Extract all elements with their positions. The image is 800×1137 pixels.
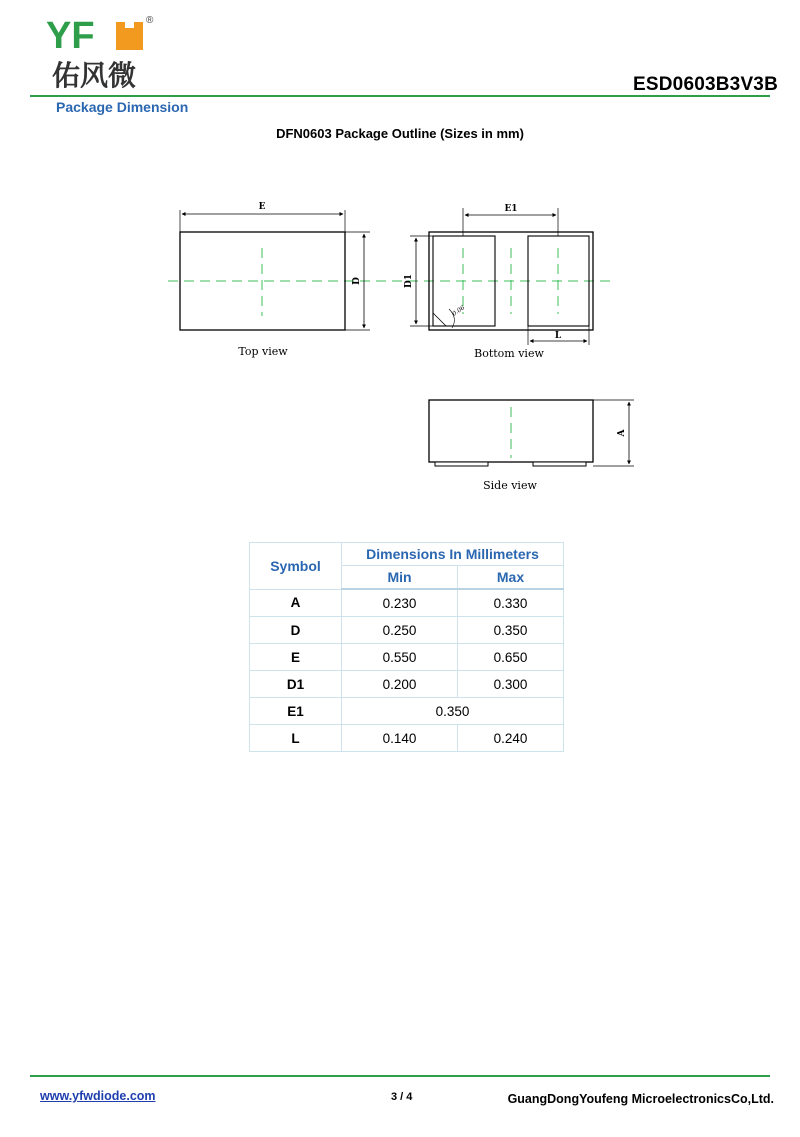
top-view-caption: Top view xyxy=(238,345,288,358)
dimensions-group-header: Dimensions In Millimeters xyxy=(342,543,564,566)
dim-d1-label: D1 xyxy=(404,273,414,289)
side-view xyxy=(429,400,634,492)
company-logo xyxy=(44,14,164,94)
max-cell: 0.650 xyxy=(458,644,564,671)
package-outline-drawing xyxy=(0,160,800,500)
table-row xyxy=(250,725,564,752)
table-row xyxy=(250,698,564,725)
min-cell: 0.140 xyxy=(342,725,458,752)
header-divider xyxy=(30,95,770,97)
website-link[interactable]: www.yfwdiode.com xyxy=(40,1089,156,1103)
page-number: 3 / 4 xyxy=(391,1091,413,1103)
min-cell: 0.550 xyxy=(342,644,458,671)
table-row xyxy=(250,617,564,644)
min-cell: 0.200 xyxy=(342,671,458,698)
max-cell: 0.330 xyxy=(458,589,564,617)
max-cell: 0.240 xyxy=(458,725,564,752)
logo-chinese-name: 佑风微 xyxy=(52,59,137,92)
dim-d-label: D xyxy=(352,277,362,285)
side-right-terminal xyxy=(533,462,586,466)
dim-e-label: E xyxy=(258,202,266,212)
bottom-view-caption: Bottom view xyxy=(474,347,544,360)
min-header: Min xyxy=(342,566,458,590)
side-left-terminal xyxy=(435,462,488,466)
footer-divider xyxy=(30,1075,770,1077)
logo-letters-yf: YF xyxy=(46,15,95,57)
symbol-header: Symbol xyxy=(250,543,342,590)
min-cell: 0.230 xyxy=(342,589,458,617)
symbol-cell: A xyxy=(250,589,342,617)
dim-e1-label: E1 xyxy=(504,204,518,214)
company-name: GuangDongYoufeng MicroelectronicsCo,Ltd. xyxy=(507,1092,774,1106)
max-cell: 0.300 xyxy=(458,671,564,698)
nominal-cell: 0.350 xyxy=(342,698,564,725)
symbol-cell: L xyxy=(250,725,342,752)
table-row xyxy=(250,589,564,617)
chamfer-label: 0.06 xyxy=(451,304,467,318)
symbol-cell: D xyxy=(250,617,342,644)
max-cell: 0.350 xyxy=(458,617,564,644)
section-title: Package Dimension xyxy=(56,99,189,115)
symbol-cell: E xyxy=(250,644,342,671)
min-cell: 0.250 xyxy=(342,617,458,644)
part-number: ESD0603B3V3B xyxy=(633,74,778,95)
logo-letter-w-shape xyxy=(116,22,143,50)
max-header: Max xyxy=(458,566,564,590)
symbol-cell: E1 xyxy=(250,698,342,725)
bottom-view xyxy=(404,204,593,360)
figure-title: DFN0603 Package Outline (Sizes in mm) xyxy=(276,126,524,141)
top-view xyxy=(180,202,370,358)
table-row xyxy=(250,671,564,698)
registered-mark: ® xyxy=(146,15,154,26)
dimensions-table xyxy=(249,542,564,752)
dim-a-label: A xyxy=(617,429,627,437)
table-row xyxy=(250,644,564,671)
table-header-row xyxy=(250,543,564,566)
dim-l-label: L xyxy=(554,331,562,341)
symbol-cell: D1 xyxy=(250,671,342,698)
side-view-caption: Side view xyxy=(483,479,537,492)
